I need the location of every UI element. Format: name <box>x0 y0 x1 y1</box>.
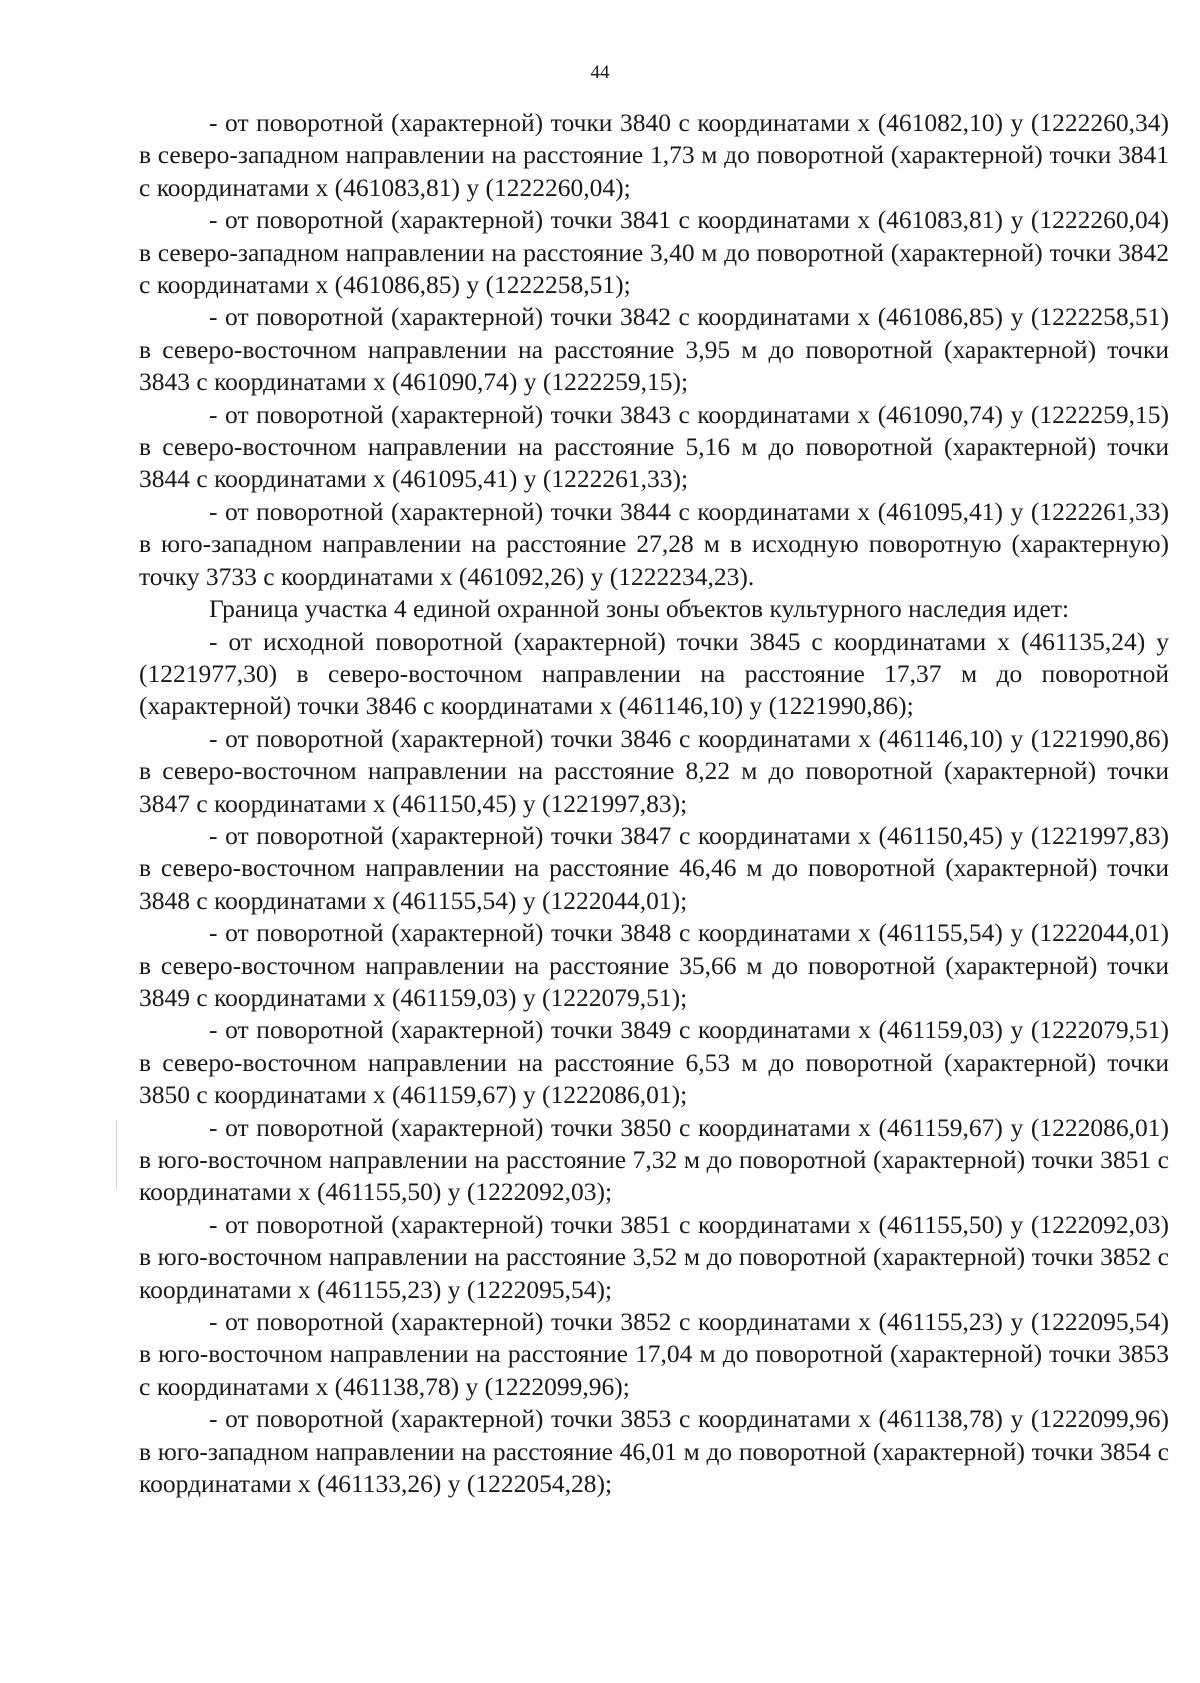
boundary-paragraph: - от поворотной (характерной) точки 3842 с координатами x (461086,85) y (1222258,51) в северо-восточном направлении на расстояние 3,95 м до поворотной (характерной) точки 3843 с координатами x (461090,74) y (1222259,15); <box>139 302 1169 397</box>
boundary-paragraph: - от поворотной (характерной) точки 3846 с координатами x (461146,10) y (1221990,86) в северо-восточном направлении на расстояние 8,22 м до поворотной (характерной) точки 3847 с координатами x (461150,45) y (1221997,83); <box>139 723 1169 818</box>
boundary-paragraph: - от поворотной (характерной) точки 3853 с координатами x (461138,78) y (1222099,96) в юго-западном направлении на расстояние 46,01 м до поворотной (характерной) точки 3854 с координатами x (461133,26) y (1222054,28); <box>139 1404 1169 1499</box>
boundary-paragraph: - от поворотной (характерной) точки 3852 с координатами x (461155,23) y (1222095,54) в юго-восточном направлении на расстояние 17,04 м до поворотной (характерной) точки 3853 с координатами x (461138,78) y (1222099,96); <box>139 1307 1169 1401</box>
boundary-paragraph: - от исходной поворотной (характерной) точки 3845 с координатами x (461135,24) y (1221977,30) в северо-восточном направлении на расстояние 17,37 м до поворотной (характерной) точки 3846 с координатами x (461146,10) y (1221990,86); <box>139 626 1169 721</box>
document-body <box>139 107 1169 1500</box>
boundary-paragraph: - от поворотной (характерной) точки 3844 с координатами x (461095,41) y (1222261,33) в юго-западном направлении на расстояние 27,28 м в исходную поворотную (характерную) точку 3733 с координатами x (461092,26) y (1222234,23). <box>139 496 1169 591</box>
page-number: 44 <box>590 62 610 83</box>
boundary-paragraph: - от поворотной (характерной) точки 3849 с координатами x (461159,03) y (1222079,51) в северо-восточном направлении на расстояние 6,53 м до поворотной (характерной) точки 3850 с координатами x (461159,67) y (1222086,01); <box>139 1015 1169 1110</box>
boundary-paragraph: - от поворотной (характерной) точки 3848 с координатами x (461155,54) y (1222044,01) в северо-восточном направлении на расстояние 35,66 м до поворотной (характерной) точки 3849 с координатами x (461159,03) y (1222079,51); <box>139 918 1169 1012</box>
boundary-paragraph: - от поворотной (характерной) точки 3843 с координатами x (461090,74) y (1222259,15) в северо-восточном направлении на расстояние 5,16 м до поворотной (характерной) точки 3844 с координатами x (461095,41) y (1222261,33); <box>139 399 1169 494</box>
boundary-paragraph: - от поворотной (характерной) точки 3847 с координатами x (461150,45) y (1221997,83) в северо-восточном направлении на расстояние 46,46 м до поворотной (характерной) точки 3848 с координатами x (461155,54) y (1222044,01); <box>139 820 1169 915</box>
boundary-paragraph: - от поворотной (характерной) точки 3840 с координатами x (461082,10) y (1222260,34) в северо-западном направлении на расстояние 1,73 м до поворотной (характерной) точки 3841 с координатами x (461083,81) y (1222260,04); <box>139 108 1169 202</box>
boundary-paragraph: - от поворотной (характерной) точки 3850 с координатами x (461159,67) y (1222086,01) в юго-восточном направлении на расстояние 7,32 м до поворотной (характерной) точки 3851 с координатами x (461155,50) y (1222092,03); <box>139 1112 1169 1207</box>
section-heading: Граница участка 4 единой охранной зоны объектов культурного наследия идет: <box>209 594 1070 624</box>
boundary-paragraph: - от поворотной (характерной) точки 3851 с координатами x (461155,50) y (1222092,03) в юго-восточном направлении на расстояние 3,52 м до поворотной (характерной) точки 3852 с координатами x (461155,23) y (1222095,54); <box>139 1209 1169 1304</box>
boundary-paragraph: - от поворотной (характерной) точки 3841 с координатами x (461083,81) y (1222260,04) в северо-западном направлении на расстояние 3,40 м до поворотной (характерной) точки 3842 с координатами x (461086,85) y (1222258,51); <box>139 205 1169 300</box>
scan-artifact-line <box>116 1120 117 1190</box>
